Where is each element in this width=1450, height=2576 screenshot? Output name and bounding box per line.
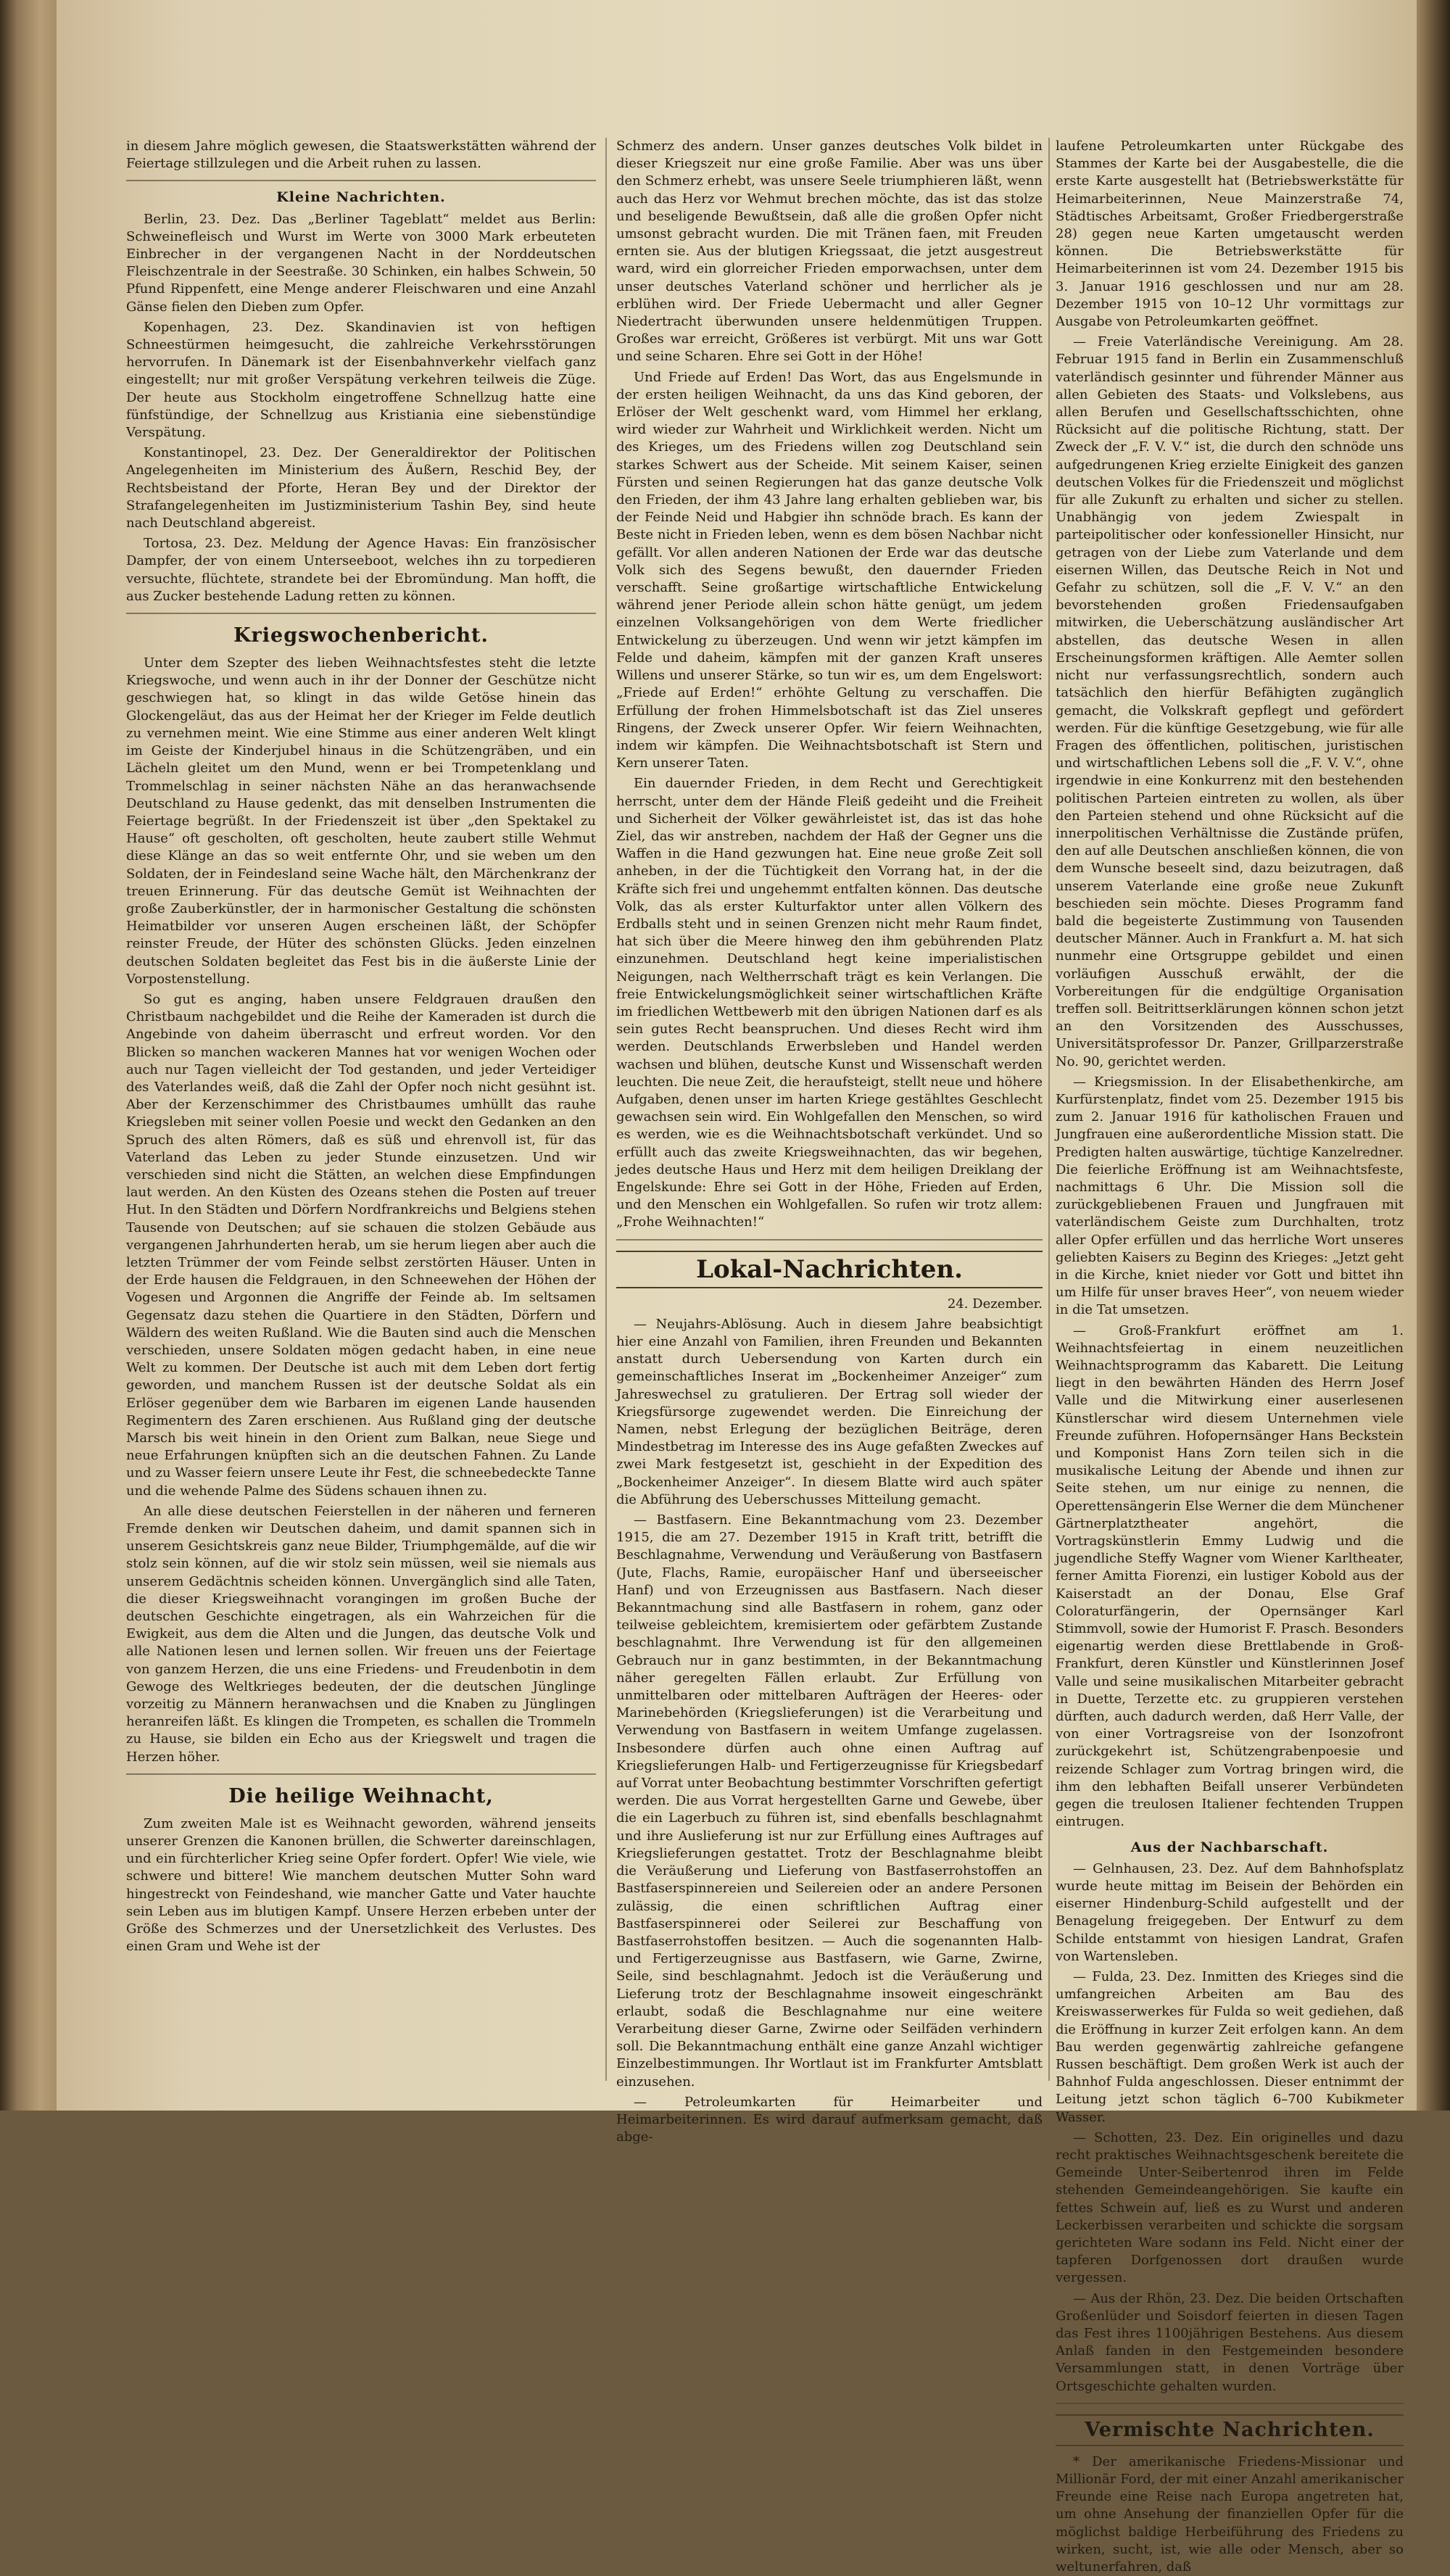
nachbarschaft-heading: Aus der Nachbarschaft. xyxy=(1130,1839,1329,1855)
kleine-nachrichten-heading: Kleine Nachrichten. xyxy=(276,189,446,206)
kriegs-paragraph-3: An alle diese deutschen Feierstellen in der näheren und ferneren Fremde denken wir Deutschen daheim, und damit spannen sich in unserem Gesichtskreis ganz neue Bilder, Triumphgemälde, auf die wir stolz sein können, auf die wir stolz sein müssen, weil sie niemals aus unserem Gedächtnis scheiden können. Unvergänglich sind alle Taten, die dieser Kriegsweihnacht vorangingen im großen Buche der deutschen Geschichte eingetragen, als ein Wahrzeichen für die Ewigkeit, aus dem die Alten und die Jungen, das deutsche Volk und alle Nationen lesen und lernen sollen. Wir freuen uns der Feiertage von ganzem Herzen, die uns eine Friedens- und Freudenbotin in dem Gewoge des Weltkrieges bedeuten, der die deutschen Jünglinge vorzeitig zu Männern heranwachsen und die Knaben zu Jünglingen heranreifen läßt. Es klingen die Trompeten, es schallen die Trommeln zu Hause, sie bilden ein Echo aus der Kriegswelt und tragen die Herzen höher. xyxy=(126,1503,596,1765)
nachbar-schotten: — Schotten, 23. Dez. Ein originelles und dazu recht praktisches Weihnachtsgeschenk bereitete die Gemeinde Unter-Seibertenrod ihren im Felde stehenden Gemeindeangehörigen. Sie kaufte ein fettes Schwein auf, ließ es zu Wurst und anderen Leckerbissen verarbeiten und schickte die sorgsam gerichteten Ware sodann ins Feld. Nicht einer der tapferen Dorfgenossen dort draußen wurde vergessen. xyxy=(1056,2129,1404,2286)
kriegs-paragraph-2: So gut es anging, haben unsere Feldgrauen draußen den Christbaum nachgebildet und die Reihe der Kameraden ist durch die Angebinde von daheim überrascht und erfreut worden. Vor den Blicken so manchen wackeren Mannes hat vor wenigen Wochen oder auch nur Tagen vielleicht der Tod gestanden, und jeder Verteidiger des Vaterlandes weiß, daß die Zahl der Opfer noch nicht gesühnt ist. Aber der Kerzenschimmer des Christbaumes umhüllt das rauhe Kriegsleben mit seiner vollen Poesie und weckt den Gedanken an den Spruch des alten Römers, daß es süß und ehrenvoll ist, für das Vaterland das Leben zu jeder Stunde einzusetzen. Und wir verschieden sind nicht die Stätten, an welchen diese Empfindungen laut werden. An den Küsten des Ozeans stehen die Posten auf treuer Hut. In den Städten und Dörfern Nordfrankreichs und Belgiens stehen Tausende von Deutschen; auf sie schauen die stolzen Gebäude aus vergangenen Jahrhunderten herab, um sie herum liegen aber auch die letzten Trümmer der vom Feinde selbst zerstörten Häuser. Unten in der Erde hausen die Feldgrauen, in den Schneewehen der Höhen der Vogesen und Argonnen die Angriffe der Feinde ab. Im seltsamen Gegensatz dazu stehen die Quartiere in den Städten, Dörfern und Wäldern des weiten Rußland. Wie die Bauten sind auch die Menschen verschieden, unsere Soldaten mögen gedacht haben, in eine neue Welt zu kommen. Der Deutsche ist auch mit dem Leben dort fertig geworden, und manchem Russen ist der deutsche Soldat als ein Erlöser gegenüber dem wie Barbaren im eigenen Lande hausenden Regimentern des Zaren erschienen. Aus Rußland ging der deutsche Marsch bis weit hinein in den Orient zum Balkan, neue Siege und neue Erfahrungen knüpften sich an die deutschen Fahnen. Zu Lande und zu Wasser feiern unsere Leute ihr Fest, die schneebedeckte Tanne und die wehende Palme des Südens schauen ihnen zu. xyxy=(126,991,596,1499)
news-berlin: Berlin, 23. Dez. Das „Berliner Tageblatt“ meldet aus Berlin: Schweinefleisch und Wurst im Werte von 3000 Mark erbeuteten Einbrecher in der vergangenen Nacht in der Norddeutschen Fleischzentrale in der Seestraße. 30 Schinken, ein halbes Schwein, 50 Pfund Rippenfett, eine Menge anderer Fleischwaren und eine Anzahl Gänse fielen den Dieben zum Opfer. xyxy=(126,211,596,315)
gross-frankfurt: — Groß-Frankfurt eröffnet am 1. Weihnachtsfeiertag in einem neuzeitlichen Weihnachtsprogramm das Kabarett. Die Leitung liegt in den bewährten Händen des Herrn Josef Valle und die Mitwirkung einer auserlesenen Künstlerschar wird diesem Unternehmen viele Freunde zuführen. Hofopernsänger Hans Beckstein und Komponist Hans Zorn teilen sich in die musikalische Leitung der Abende und ihnen zur Seite stehen, um nur einige zu nennen, die Operettensängerin Else Werner die dem Münchener Gärtnerplatztheater angehört, die Vortragskünstlerin Emmy Ludwig und die jugendliche Steffy Wagner vom Wiener Karltheater, ferner Amitta Fiorenzi, ein lustiger Kobold aus der Kaiserstadt an der Donau, Else Graf Coloraturfängerin, der Opernsänger Karl Stimmvoll, sowie der Humorist F. Prasch. Besonders eigenartig werden diese Brettlabende in Groß-Frankfurt, deren Künstler und Künstlerinnen Josef Valle und seine musikalischen Mitarbeiter gebracht in Duette, Terzette etc. zu gruppieren verstehen dürften, auch dadurch werden, daß Herr Valle, der von einer Vortragsreise von der Isonzofront zurückgekehrt ist, Schützengrabenpoesie und reizende Schlager zum Vortrag bringen wird, die ihm den lebhaften Beifall unserer Verbündeten gegen die treulosen Italiener fechtenden Truppen eintrugen. xyxy=(1056,1322,1404,1830)
nachbar-gelnhausen: — Gelnhausen, 23. Dez. Auf dem Bahnhofsplatz wurde heute mittag im Beisein der Behörden ein eiserner Hindenburg-Schild aufgestellt und der Benagelung freigegeben. Der Entwurf zu dem Schilde entstammt von hiesigen Landrat, Grafen von Wartensleben. xyxy=(1056,1860,1404,1964)
news-kopenhagen: Kopenhagen, 23. Dez. Skandinavien ist von heftigen Schneestürmen heimgesucht, die zahlreiche Verkehrsstörungen hervorrufen. In Dänemark ist der Eisenbahnverkehr vielfach ganz eingestellt; nur mit großer Verspätung verkehren teilweis die Züge. Der heute aus Stockholm eingetroffene Schnellzug hatte eine fünfstündige, der Schnellzug aus Kristiania eine siebenstündige Verspätung. xyxy=(126,319,596,441)
newspaper-page xyxy=(57,0,1417,2575)
kriegs-paragraph-1: Unter dem Szepter des lieben Weihnachtsfestes steht die letzte Kriegswoche, und wenn auch in ihr der Donner der Geschütze nicht geschwiegen hat, so klingt in das wilde Getöse hinein das Glockengeläut, das aus der Heimat her der Krieger im Felde deutlich zu vernehmen meint. Wie eine Stimme aus einer anderen Welt klingt im Geiste der Kinderjubel hinaus in die Schützengräben, und ein Lächeln gleitet um den Mund, wenn er bei Trompetenklang und Trommelschlag in seiner nächsten Nähe an das heranwachsende Deutschland zu Hause gedenkt, das mit denselben Instrumenten die Feiertage begrüßt. In der Friedenszeit ist über „den Spektakel zu Hause“ oft gescholten, oft gescholten, heute zaubert stille Wehmut diese Klänge an das so weit entfernte Ohr, und sie weben um den Soldaten, der in Feindesland seine Wache hält, den Märchenkranz der treuen Erinnerung. Für das deutsche Gemüt ist Weihnachten der große Zauberkünstler, der in harmonischer Gestaltung die schönsten Heimatbilder vor unseren Augen erscheinen läßt, der Schöpfer reinster Freude, der Hüter des schönsten Glücks. Jeden einzelnen deutschen Soldaten begleitet das Fest bis in die äußerste Linie der Vorpostenstellung. xyxy=(126,655,596,987)
vermischte-nachrichten-heading: Vermischte Nachrichten. xyxy=(1056,2414,1404,2446)
petroleum-continued: laufene Petroleumkarten unter Rückgabe des Stammes der Karte bei der Ausgabestelle, die die erste Karte ausgestellt hat (Betriebswerkstätte für Heimarbeiterinnen, Neue Mainzerstraße 74, Städtisches Arbeitsamt, Großer Friedbergerstraße 28) gegen neue Karten umgetauscht werden können. Die Betriebswerkstätte für Heimarbeiterinnen ist vom 24. Dezember 1915 bis 3. Januar 1916 geschlossen und nur am 28. Dezember 1915 von 10–12 Uhr vormittags zur Ausgabe von Petroleumkarten geöffnet. xyxy=(1056,138,1404,330)
divider xyxy=(126,1773,596,1775)
divider xyxy=(126,180,596,181)
column-rule xyxy=(605,138,607,2081)
divider xyxy=(1056,2403,1404,2404)
lokal-neujahr: — Neujahrs-Ablösung. Auch in diesem Jahre beabsichtigt hier eine Anzahl von Familien, ihren Freunden und Bekannten anstatt durch Uebersendung von Karten durch ein gemeinschaftliches Inserat im „Bockenheimer Anzeiger“ zum Jahreswechsel zu gratulieren. Der Ertrag soll wieder der Kriegsfürsorge zugewendet werden. Die Einreichung der Namen, nebst Erlegung der bezüglichen Beiträge, deren Mindestbetrag im Interesse des ins Auge gefaßten Zweckes auf zwei Mark festgesetzt ist, geschieht in der Expedition des „Bockenheimer Anzeiger“. In diesem Blatte wird auch später die Abführung des Ueberschusses Mitteilung gemacht. xyxy=(616,1316,1043,1507)
column-rule xyxy=(1048,138,1050,2081)
book-binding-right xyxy=(1417,0,1450,2111)
nachbar-rhoen: — Aus der Rhön, 23. Dez. Die beiden Ortschaften Großenlüder und Soisdorf feierten in diesen Tagen das Fest ihres 1100jährigen Bestehens. Aus diesem Anlaß fanden in den Festgemeinden besondere Versammlungen statt, in denen Vorträge über Ortsgeschichte gehalten wurden. xyxy=(1056,2290,1404,2394)
book-binding-left xyxy=(0,0,57,2111)
heilige-weihnacht-heading: Die heilige Weihnacht, xyxy=(228,1784,494,1807)
kriegswochenbericht-heading: Kriegswochenbericht. xyxy=(233,624,489,647)
nachbar-fulda: — Fulda, 23. Dez. Inmitten des Krieges sind die umfangreichen Arbeiten am Bau des Kreiswasserwerkes für Fulda so weit gediehen, daß die Eröffnung in kurzer Zeit erfolgen kann. An dem Bau werden gegenwärtig zahlreiche gefangene Russen beschäftigt. Dem großen Werk ist auch der Bahnhof Fulda angeschlossen. Dieser entnimmt der Leitung jetzt schon täglich 6–700 Kubikmeter Wasser. xyxy=(1056,1968,1404,2125)
column-right xyxy=(1056,138,1404,2575)
heilige-paragraph-1: Zum zweiten Male ist es Weihnacht geworden, während jenseits unserer Grenzen die Kanonen brüllen, die Schwerter dareinschlagen, und ein fürchterlicher Krieg seine Opfer fordert. Opfer! Wie viele, wie schwere und bittere! Wie manchem deutschen Mutter Sohn ward hingestreckt von Feindeshand, wie mancher Gatte und Vater hauchte sein Leben aus im blutigen Kampf. Unsere Herzen erbeben unter der Größe des Schmerzes und der Unersetzlichkeit des Verlustes. Des einen Gram und Wehe ist der xyxy=(126,1815,596,1955)
vermischte-ford: * Der amerikanische Friedens-Missionar und Millionär Ford, der mit einer Anzahl amerikanischer Freunde eine Reise nach Europa angetreten hat, um ohne Ansehung der finanziellen Opfer für die möglichst baldige Herbeiführung des Friedens zu wirken, sucht, ist, wie alle oder Mensch, aber so weltunerfahren, daß xyxy=(1056,2453,1404,2575)
kriegsmission: — Kriegsmission. In der Elisabethenkirche, am Kurfürstenplatz, findet vom 25. Dezember 1915 bis zum 2. Januar 1916 für katholischen Frauen und Jungfrauen eine außerordentliche Mission statt. Die Predigten halten auswärtige, tüchtige Kanzelredner. Die feierliche Eröffnung ist am Weihnachtsfeste, nachmittags 6 Uhr. Die Mission soll die zurückgebliebenen Frauen und Jungfrauen mit vaterländischem Geiste zum Durchhalten, trotz aller Opfer erfüllen und das herrliche Wort unseres geliebten Kaisers zu Beginn des Krieges: „Jetzt geht in die Kirche, kniet nieder vor Gott und bittet ihn um Hilfe für unser braves Heer“, von neuem wieder in die Tat umsetzen. xyxy=(1056,1074,1404,1318)
news-tortosa: Tortosa, 23. Dez. Meldung der Agence Havas: Ein französischer Dampfer, der von einem Unterseeboot, welches ihn zu torpedieren versuchte, flüchtete, strandete bei der Ebromündung. Man hofft, die aus Zucker bestehende Ladung retten zu können. xyxy=(126,536,596,604)
divider xyxy=(126,613,596,614)
column-middle xyxy=(616,138,1043,2145)
column-left xyxy=(126,138,596,2081)
lokal-petroleum: — Petroleumkarten für Heimarbeiter und Heimarbeiterinnen. Es wird darauf aufmerksam gemacht, daß abge- xyxy=(616,2094,1043,2145)
lokal-bastfasern: — Bastfasern. Eine Bekanntmachung vom 23. Dezember 1915, die am 27. Dezember 1915 in Kraft tritt, betrifft die Beschlagnahme, Verwendung und Veräußerung von Bastfasern (Jute, Flachs, Ramie, europäischer Hanf und überseeischer Hanf) und von Erzeugnissen aus Bastfasern. Nach dieser Bekanntmachung sind alle Bastfasern in rohem, ganz oder teilweise gebleichtem, kremisiertem oder gefärbtem Zustande beschlagnahmt. Ihre Verwendung ist für den allgemeinen Gebrauch nur in ganz bestimmten, in der Bekanntmachung näher geregelten Fällen erlaubt. Zur Erfüllung von unmittelbaren oder mittelbaren Aufträgen der Heeres- oder Marinebehörden (Kriegslieferungen) ist die Verarbeitung und Verwendung von Bastfasern in weitem Umfange zugelassen. Insbesondere dürfen auch ohne einen Auftrag auf Kriegslieferungen Halb- und Fertigerzeugnisse für Kriegsbedarf auf Vorrat unter Beobachtung bestimmter Vorschriften gefertigt werden. Die aus Vorrat hergestellten Garne und Gewebe, über die ein Lagerbuch zu führen ist, sind ebenfalls beschlagnahmt und ihre Auslieferung ist nur zur Erfüllung eines Auftrages auf Kriegslieferungen gestattet. Trotz der Beschlagnahme bleibt die Veräußerung und Lieferung von Bastfaserrohstoffen an Bastfaserspinnereien und Seilereien oder an andere Personen zulässig, die einen schriftlichen Auftrag einer Bastfaserspinnerei oder Seilerei zur Beschaffung von Bastfaserrohstoffen besitzen. — Auch die sogenannten Halb- und Fertigerzeugnisse aus Bastfasern, wie Garne, Zwirne, Seile, sind beschlagnahmt. Jedoch ist die Veräußerung und Lieferung trotz der Beschlagnahme insoweit eingeschränkt erlaubt, sodaß die Beschlagnahme nur eine weitere Verarbeitung dieser Garne, Zwirne oder Seilfäden verhindern soll. Die Bekanntmachung enthält eine ganze Anzahl wichtiger Einzelbestimmungen. Ihr Wortlaut ist im Frankfurter Amtsblatt einzusehen. xyxy=(616,1512,1043,2090)
weihnacht-paragraph-3: Ein dauernder Frieden, in dem Recht und Gerechtigkeit herrscht, unter dem der Hände Fleiß gedeiht und die Freiheit und Sicherheit der Völker gewährleistet ist, das ist das hohe Ziel, das wir anstreben, nachdem der Haß der Gegner uns die Waffen in die Hand gezwungen hat. Eine neue große Zeit soll anheben, in der die Tüchtigkeit den Vorrang hat, in der die Kräfte sich frei und ungehemmt entfalten können. Das deutsche Volk, das als erster Kulturfaktor unter allen Völkern des Erdballs steht und in seinen Grenzen nicht mehr Raum findet, hat sich über die Meere hinweg den ihm gebührenden Platz einzunehmen. Deutschland hegt keine imperialistischen Neigungen, nach Weltherrschaft trägt es kein Verlangen. Die freie Entwickelungsmöglichkeit seiner wirtschaftlichen Kräfte im friedlichen Wettbewerb mit den übrigen Nationen darf es als sein gutes Recht beanspruchen. Und dieses Recht wird ihm werden. Deutschlands Erwerbsleben und Handel werden wachsen und blühen, deutsche Kunst und Wissenschaft werden leuchten. Die neue Zeit, die heraufsteigt, stellt neue und höhere Aufgaben, denen unser im harten Kriege gestähltes Geschlecht gewachsen sein wird. Ein Wohlgefallen den Menschen, so wird es werden, wie es die Weihnachtsbotschaft verkündet. Und so erfüllt auch das zweite Kriegsweihnachten, das wir begehen, jedes deutsche Haus und Herz mit dem heiligen Dreiklang der Engelskunde: Ehre sei Gott in der Höhe, Frieden auf Erden, und den Menschen ein Wohlgefallen. So rufen wir trotz allem: „Frohe Weihnachten!“ xyxy=(616,776,1043,1230)
vaterlaendische-vereinigung: — Freie Vaterländische Vereinigung. Am 28. Februar 1915 fand in Berlin ein Zusammenschluß vaterländisch gesinnter und führender Männer aus allen Gebieten des Staats- und Volkslebens, aus allen Berufen und Gesellschaftsschichten, ohne Rücksicht auf die politische Richtung, statt. Der Zweck der „F. V. V.“ ist, die durch den schnöde uns aufgedrungenen Krieg erzielte Einigkeit des ganzen deutschen Volkes für die Friedenszeit und möglichst für alle Zukunft zu erhalten und sicher zu stellen. Unabhängig von jedem Zwiespalt in parteipolitischer oder konfessioneller Hinsicht, nur getragen von der Liebe zum Vaterlande und dem eisernen Willen, das Deutsche Reich in Not und Gefahr zu schützen, soll die „F. V. V.“ an den bevorstehenden großen Friedensaufgaben mitwirken, die Ueberschätzung ausländischer Art abstellen, das deutsche Wesen in allen Erscheinungsformen kräftigen. Alle Aemter sollen nicht nur verfassungsrechtlich, sondern auch tatsächlich den hierfür Befähigten zugänglich gemacht, die Volkskraft gepflegt und gefördert werden. Für die künftige Gesetzgebung, wie für alle Fragen des öffentlichen, politischen, juristischen und wirtschaftlichen Lebens soll die „F. V. V.“, ohne irgendwie in eine Konkurrenz mit den bestehenden politischen Parteien eintreten zu wollen, als über den Parteien stehend und ohne Rücksicht auf die innerpolitischen Verhältnisse die Zustände prüfen, den auf alle Deutschen anschließen können, die von dem Wunsche beseelt sind, dazu beizutragen, daß unserem Vaterlande eine große neue Zukunft beschieden sein möchte. Dieses Programm fand bald die begeisterte Zustimmung von Tausenden deutscher Männer. Auch in Frankfurt a. M. hat sich nunmehr eine Ortsgruppe gebildet und einen vorläufigen Ausschuß erwählt, der die Vorbereitungen für die endgültige Organisation treffen soll. Beitrittserklärungen können schon jetzt an den Vorsitzenden des Ausschusses, Universitätsprofessor Dr. Panzer, Grillparzerstraße No. 90, gerichtet werden. xyxy=(1056,334,1404,1069)
news-konstantinopel: Konstantinopel, 23. Dez. Der Generaldirektor der Politischen Angelegenheiten im Ministerium des Äußern, Reschid Bey, der Rechtsbeistand der Pforte, Heran Bey und der Direktor der Strafangelegenheiten im Justizministerium Tashin Bey, sind heute nach Deutschland abgereist. xyxy=(126,445,596,531)
divider xyxy=(616,1239,1043,1241)
lokal-nachrichten-heading: Lokal-Nachrichten. xyxy=(616,1251,1043,1288)
intro-paragraph: in diesem Jahre möglich gewesen, die Staatswerkstätten während der Feiertage stillzulegen und die Arbeit ruhen zu lassen. xyxy=(126,138,596,172)
weihnacht-paragraph-2: Und Friede auf Erden! Das Wort, das aus Engelsmunde in der ersten heiligen Weihnacht, da uns das Kind geboren, der Erlöser der Welt geschenkt ward, vom Himmel her erklang, wird wieder zur Wahrheit und Wirklichkeit werden. Nicht um des Krieges, um des Friedens willen zog Deutschland sein starkes Schwert aus der Scheide. Mit seinem Kaiser, seinen Fürsten und seinen Regierungen hat das ganze deutsche Volk den Frieden, der ihm 43 Jahre lang erhalten geblieben war, bis der Feinde Neid und Habgier ihn schnöde brach. Es kann der Beste nicht in Frieden leben, wenn es dem bösen Nachbar nicht gefällt. Vor allen anderen Nationen der Erde war das deutsche Volk sich des Segens bewußt, den dauernder Frieden verschafft. Seine großartige wirtschaftliche Entwickelung während jener Periode allein schon hätte genügt, um jedem einzelnen Volksangehörigen von dem Werte friedlicher Entwickelung zu überzeugen. Und wenn wir jetzt kämpfen im Felde und daheim, kämpfen mit der ganzen Kraft unseres Willens und unserer Stärke, so tun wir es, um dem Engelswort: „Friede auf Erden!“ erhöhte Geltung zu verschaffen. Die Erfüllung der frohen Himmelsbotschaft ist das Ziel unseres Ringens, der Zweck unserer Opfer. Wir feiern Weihnachten, indem wir kämpfen. Die Weihnachtsbotschaft ist Stern und Kern unserer Taten. xyxy=(616,369,1043,771)
weihnacht-paragraph-1: Schmerz des andern. Unser ganzes deutsches Volk bildet in dieser Kriegszeit nur eine große Familie. Aber was uns über den Schmerz erhebt, was unsere Seele triumphieren läßt, wenn auch das Herz vor Wehmut brechen möchte, das ist das stolze und beseligende Bewußtsein, daß alle die großen Opfer nicht umsonst gebracht wurden. Die mit Tränen faen, mit Freuden ernten sie. Aus der blutigen Kriegssaat, die jetzt ausgestreut ward, wird ein glorreicher Frieden emporwachsen, unter dem unser deutsches Vaterland schöner und herrlicher als je erblühen wird. Der Friede Uebermacht und aller Gegner Niedertracht überwunden unsere heldenmütigen Truppen. Großes war erreicht, Größeres ist verbürgt. Mit uns war Gott und seine Scharen. Ehre sei Gott in der Höhe! xyxy=(616,138,1043,365)
lokal-dateline: 24. Dezember. xyxy=(947,1296,1043,1312)
